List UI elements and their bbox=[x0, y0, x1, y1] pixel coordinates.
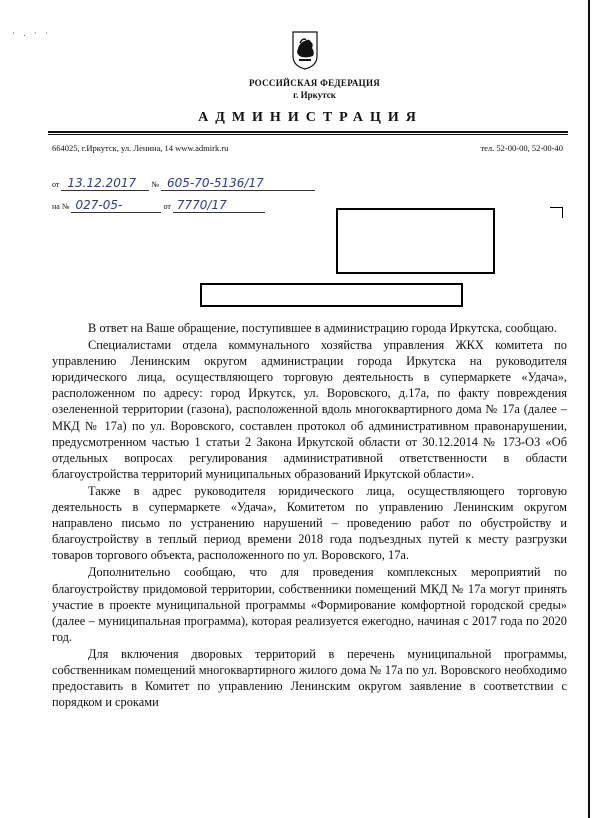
scan-artifact: · . · · bbox=[12, 28, 51, 38]
body-paragraph: Дополнительно сообщаю, что для проведения комплексных мероприятий по благоустройству придомовой территории, собственники помещений МКД № 17а могут принять участие в проекте муниципальной программы «Формирование комфортной городской среды» (далее – муниципальная программа), которая реализуется ежегодно, начиная с 2017 года по 2020 год. bbox=[52, 565, 567, 644]
body-paragraph: Также в адрес руководителя юридического лица, осуществляющего торговую деятельность в супермаркете «Удача», Комитетом по управлению Ленинским округом направлено письмо по устранению нарушений – проведению работ по обустройству и благоустройству в теплый период времени 2018 года подъездных путей к месту разгрузки товаров торгового объекта, расположенного по ул. Воровского, 17а. bbox=[52, 483, 567, 563]
address-line: 664025, г.Иркутск, ул. Ленина, 14 www.admirk.ru bbox=[52, 143, 229, 153]
federation-title: РОССИЙСКАЯ ФЕДЕРАЦИЯ bbox=[248, 78, 381, 88]
body-paragraph: В ответ на Ваше обращение, поступившее в администрацию города Иркутска, сообщаю. bbox=[88, 321, 557, 335]
phone-line: тел. 52-00-00, 52-00-40 bbox=[480, 143, 563, 153]
redacted-salutation-block bbox=[200, 283, 463, 307]
organization-title: АДМИНИСТРАЦИЯ bbox=[198, 110, 423, 125]
body-paragraph: Для включения дворовых территорий в перечень муниципальной программы, собственникам помещений многоквартирного жилого дома № 17а по ул. Воровского необходимо предоставить в Комитет по управлению Ленинским округом заявление в соответствии с порядком и сроками bbox=[52, 646, 567, 710]
header-rule-thin bbox=[48, 134, 568, 135]
incoming-reference bbox=[52, 198, 265, 213]
city-title: г. Иркутск bbox=[293, 90, 336, 100]
number-label: № bbox=[151, 180, 160, 189]
incoming-date: 7770/17 bbox=[173, 198, 265, 213]
redacted-addressee-block bbox=[336, 208, 495, 274]
letter-body bbox=[52, 320, 567, 711]
body-paragraph: Специалистами отдела коммунального хозяйства управления ЖКХ комитета по управлению Ленинским округом администрации города Иркутска на руководителя юридического лица, осуществляющего торговую деятельность в супермаркете «Удача», расположенном по адресу: город Иркутск, ул. Воровского, д.17а, по факту повреждения озелененной территории (газона), расположенной вдоль многоквартирного дома № 17а (далее – МКД № 17а) по ул. Воровского, составлен протокол об административном правонарушении, предусмотренном частью 1 статьи 2 Закона Иркутской области от 30.12.2014 № 173-ОЗ «Об отдельных вопросах регулирования административной ответственности в области благоустройства территорий муниципальных образований Иркутской области». bbox=[52, 338, 567, 481]
on-from-label: от bbox=[163, 202, 171, 211]
addressee-corner-mark bbox=[550, 207, 563, 218]
incoming-number: 027-05- bbox=[71, 198, 161, 213]
outgoing-number: 605-70-5136/17 bbox=[161, 176, 315, 191]
header-rule-thick bbox=[48, 131, 568, 133]
outgoing-reference bbox=[52, 176, 315, 191]
outgoing-date: 13.12.2017 bbox=[61, 176, 149, 191]
on-number-label: на № bbox=[52, 202, 70, 211]
irkutsk-emblem-icon bbox=[290, 30, 320, 70]
from-label: от bbox=[52, 180, 60, 189]
